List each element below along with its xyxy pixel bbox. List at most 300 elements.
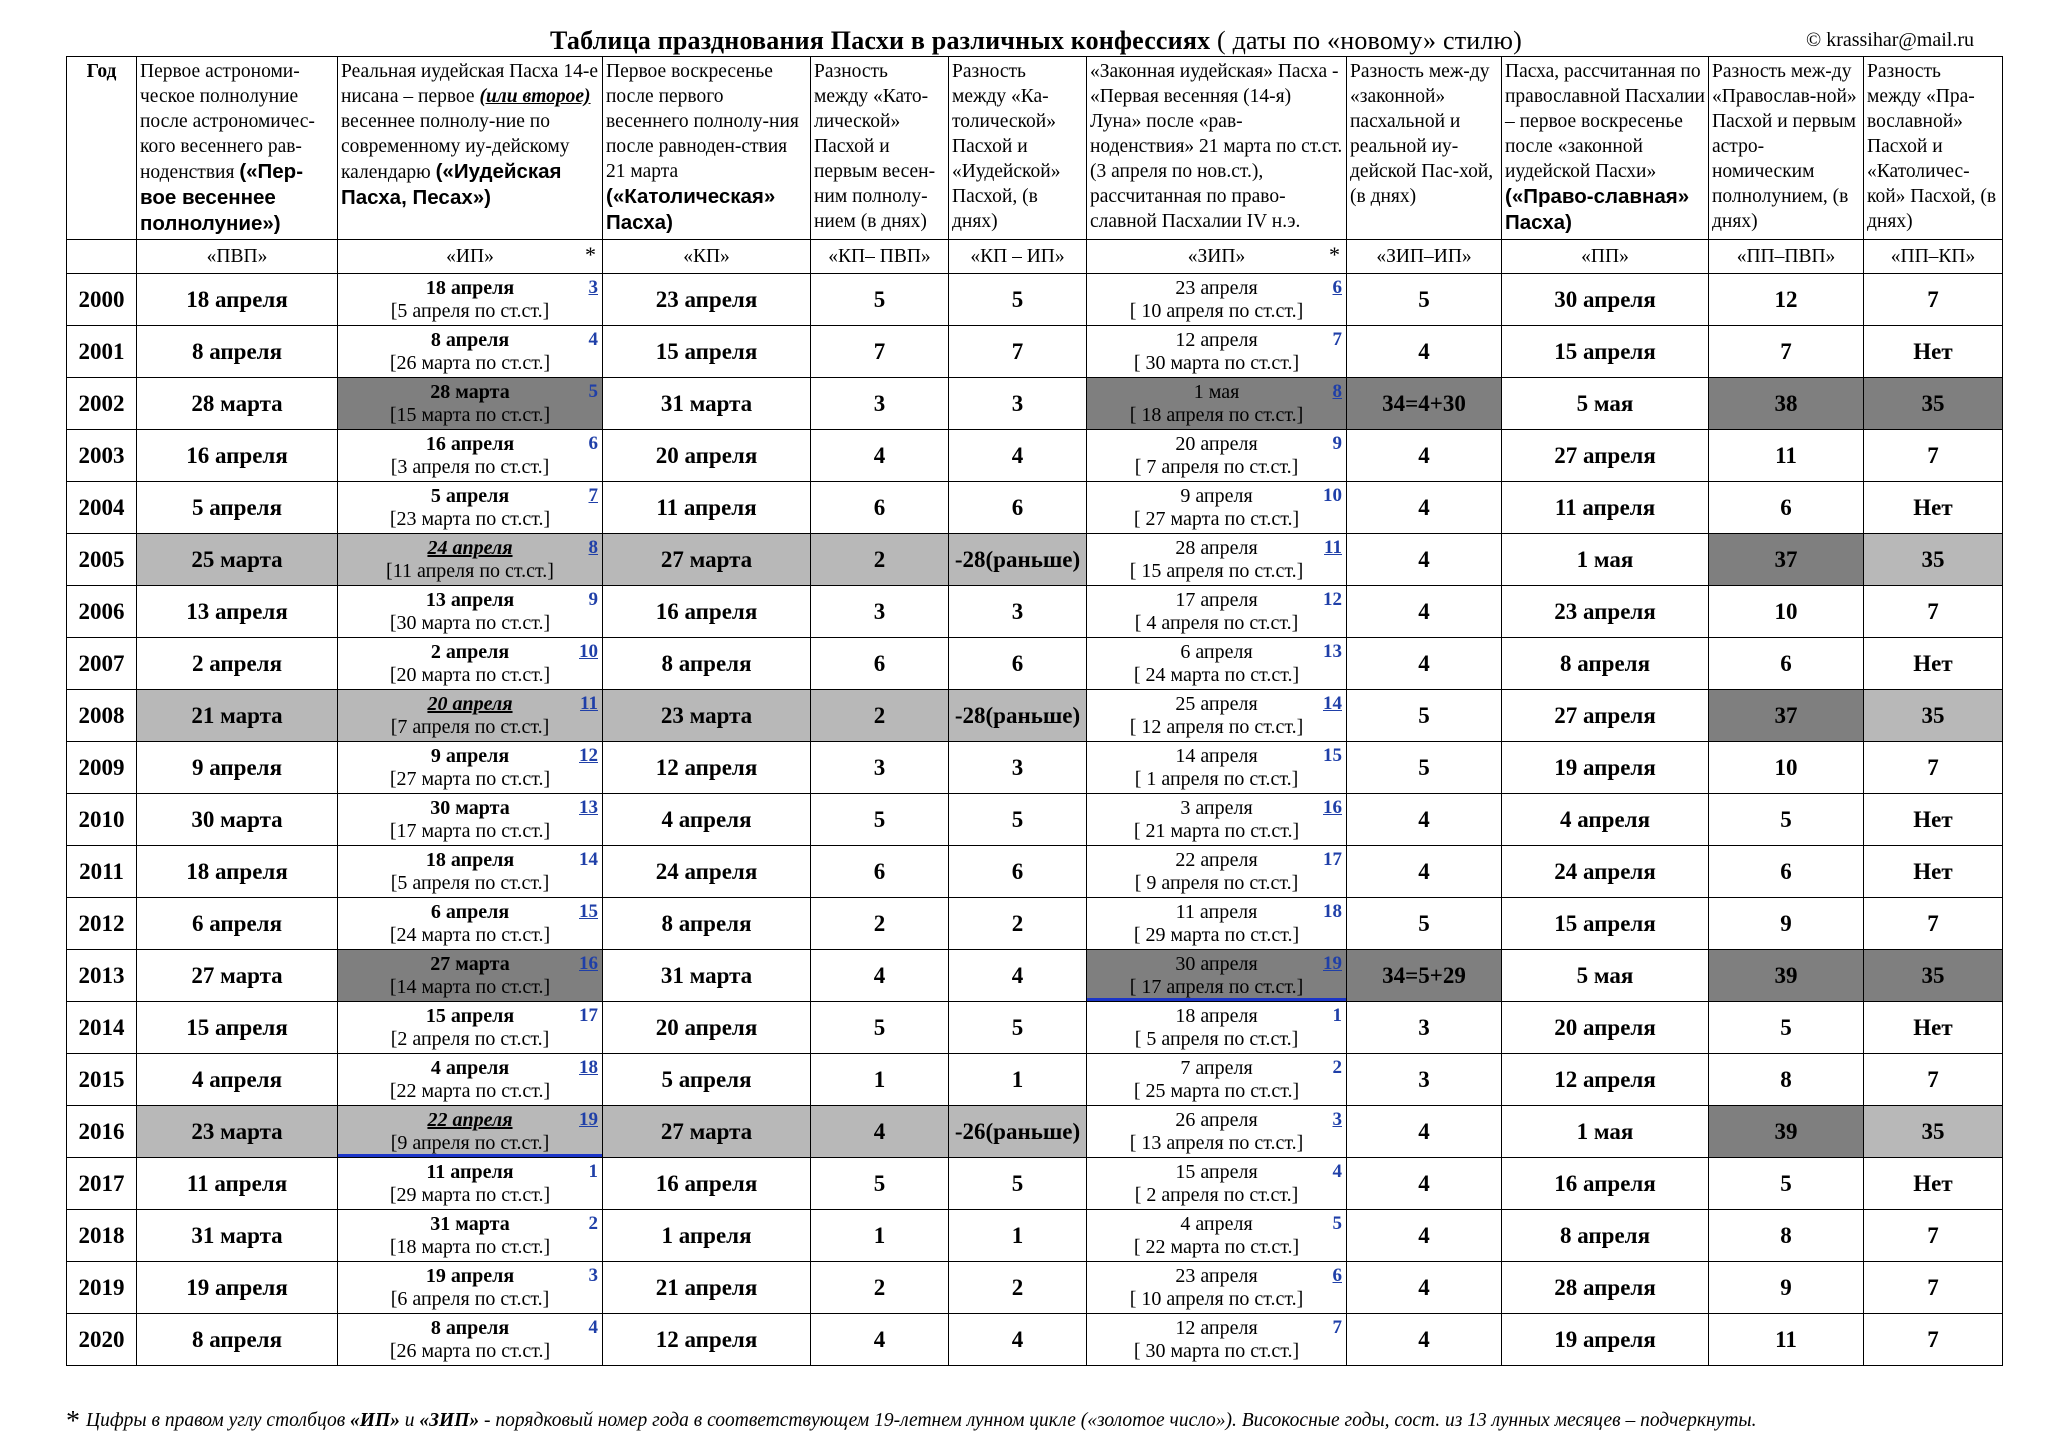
pp-cell: 5 мая [1502, 950, 1709, 1002]
golden-number: 18 [579, 1057, 598, 1078]
ip-cell-date: 30 марта [430, 796, 510, 819]
pp-pvp-cell: 38 [1709, 378, 1864, 430]
zip-cell [1087, 378, 1347, 430]
kp-cell: 31 марта [603, 950, 811, 1002]
kp-cell: 27 марта [603, 1106, 811, 1158]
golden-number: 6 [1332, 277, 1342, 298]
kp-ip-cell: 5 [949, 794, 1087, 846]
abbr-empty [67, 240, 137, 274]
header-ip-emphasis: (или второе) [479, 86, 591, 107]
kp-cell: 5 апреля [603, 1054, 811, 1106]
footnote-text-a: Цифры в правом углу столбцов [86, 1410, 346, 1431]
pp-kp-cell: 35 [1864, 378, 2003, 430]
ip-cell-old-style: [18 марта по ст.ст.] [389, 1235, 551, 1258]
zip-cell-old-style: [ 30 марта по ст.ст.] [1133, 1339, 1300, 1362]
kp-cell: 20 апреля [603, 430, 811, 482]
ip-cell [338, 534, 603, 586]
golden-number: 18 [1323, 901, 1342, 922]
zip-cell-date: 4 апреля [1180, 1212, 1253, 1235]
golden-number: 10 [579, 641, 598, 662]
pp-pvp-cell: 39 [1709, 950, 1864, 1002]
year-cell: 2017 [67, 1158, 137, 1210]
footnote-and: и [404, 1410, 415, 1431]
zip-cell-old-style: [ 10 апреля по ст.ст.] [1129, 299, 1304, 322]
golden-number: 7 [1332, 329, 1342, 350]
ip-cell [338, 1262, 603, 1314]
zip-cell-old-style: [ 30 марта по ст.ст.] [1133, 351, 1300, 374]
kp-pvp-cell: 1 [811, 1054, 949, 1106]
year-cell: 2006 [67, 586, 137, 638]
table-row [67, 430, 2003, 482]
ip-cell-old-style: [22 марта по ст.ст.] [389, 1079, 551, 1102]
pp-cell: 27 апреля [1502, 430, 1709, 482]
header-pp-text: Пасха, рассчитанная по православной Пасхалии – первое воскресенье после «законной иудейской Пасхи» [1505, 61, 1705, 182]
zip-cell-old-style: [ 27 марта по ст.ст.] [1133, 507, 1300, 530]
golden-number: 4 [588, 1317, 598, 1338]
ip-cell [338, 898, 603, 950]
pp-pvp-cell: 12 [1709, 274, 1864, 326]
pp-kp-cell: 35 [1864, 534, 2003, 586]
pvp-cell: 5 апреля [137, 482, 338, 534]
golden-number: 6 [588, 433, 598, 454]
pp-cell: 1 мая [1502, 534, 1709, 586]
header-kp-bold: («Католическая» Пасха) [606, 185, 776, 234]
pp-pvp-cell: 5 [1709, 1002, 1864, 1054]
golden-number: 9 [588, 589, 598, 610]
pp-cell: 19 апреля [1502, 742, 1709, 794]
golden-number: 13 [1323, 641, 1342, 662]
zip-ip-cell: 4 [1347, 638, 1502, 690]
pvp-cell: 19 апреля [137, 1262, 338, 1314]
zip-cell [1087, 898, 1347, 950]
golden-number: 15 [1323, 745, 1342, 766]
ip-cell-date: 27 марта [430, 952, 510, 975]
ip-cell-date: 8 апреля [430, 1316, 510, 1339]
year-cell: 2013 [67, 950, 137, 1002]
zip-cell-date: 6 апреля [1180, 640, 1253, 663]
pp-kp-cell: 7 [1864, 586, 2003, 638]
zip-cell [1087, 1106, 1347, 1158]
golden-number: 19 [1323, 953, 1342, 974]
golden-number: 3 [588, 1265, 598, 1286]
pvp-cell: 13 апреля [137, 586, 338, 638]
zip-cell-old-style: [ 9 апреля по ст.ст.] [1134, 871, 1299, 894]
kp-ip-cell: 5 [949, 1002, 1087, 1054]
zip-cell [1087, 1054, 1347, 1106]
abbr-ip-text: «ИП» [446, 245, 494, 267]
kp-ip-cell: 2 [949, 1262, 1087, 1314]
golden-number: 16 [1323, 797, 1342, 818]
zip-cell-old-style: [ 12 апреля по ст.ст.] [1129, 715, 1304, 738]
ip-cell [338, 1106, 603, 1158]
ip-cell-date: 8 апреля [430, 328, 510, 351]
pvp-cell: 27 марта [137, 950, 338, 1002]
header-year: Год [67, 57, 137, 240]
kp-cell: 12 апреля [603, 742, 811, 794]
zip-cell [1087, 950, 1347, 1002]
year-cell: 2020 [67, 1314, 137, 1366]
pp-kp-cell: Нет [1864, 794, 2003, 846]
header-ip [338, 57, 603, 240]
pp-cell: 11 апреля [1502, 482, 1709, 534]
kp-cell: 1 апреля [603, 1210, 811, 1262]
zip-cell-old-style: [ 15 апреля по ст.ст.] [1129, 559, 1304, 582]
abbr-pp-pvp: «ПП–ПВП» [1709, 240, 1864, 274]
golden-number: 1 [588, 1161, 598, 1182]
golden-number: 12 [1323, 589, 1342, 610]
golden-number: 6 [1332, 1265, 1342, 1286]
kp-pvp-cell: 1 [811, 1210, 949, 1262]
zip-ip-cell: 4 [1347, 482, 1502, 534]
copyright: © krassihar@mail.ru [1806, 29, 1975, 51]
kp-ip-cell: 1 [949, 1210, 1087, 1262]
kp-ip-cell: -28(раньше) [949, 690, 1087, 742]
ip-cell-date: 13 апреля [425, 588, 515, 611]
kp-pvp-cell: 5 [811, 1158, 949, 1210]
pp-pvp-cell: 37 [1709, 690, 1864, 742]
ip-cell [338, 1002, 603, 1054]
zip-cell-old-style: [ 21 марта по ст.ст.] [1133, 819, 1300, 842]
zip-ip-cell: 5 [1347, 898, 1502, 950]
ip-cell-old-style: [14 марта по ст.ст.] [389, 975, 551, 998]
golden-number: 7 [588, 485, 598, 506]
zip-cell [1087, 274, 1347, 326]
zip-ip-cell: 5 [1347, 742, 1502, 794]
header-ip-text-a: Реальная иудейская Пасха 14-е нисана – первое [341, 61, 598, 107]
year-cell: 2008 [67, 690, 137, 742]
ip-cell [338, 1314, 603, 1366]
asterisk-icon: * [1329, 242, 1340, 267]
zip-cell-date: 23 апреля [1175, 1264, 1258, 1287]
golden-number: 17 [579, 1005, 598, 1026]
ip-cell [338, 1054, 603, 1106]
golden-number: 5 [1332, 1213, 1342, 1234]
year-cell: 2012 [67, 898, 137, 950]
kp-cell: 11 апреля [603, 482, 811, 534]
golden-number: 14 [1323, 693, 1342, 714]
pp-pvp-cell: 8 [1709, 1054, 1864, 1106]
kp-pvp-cell: 4 [811, 430, 949, 482]
year-cell: 2015 [67, 1054, 137, 1106]
kp-ip-cell: 7 [949, 326, 1087, 378]
zip-ip-cell: 4 [1347, 430, 1502, 482]
zip-ip-cell: 4 [1347, 534, 1502, 586]
kp-pvp-cell: 6 [811, 846, 949, 898]
pp-pvp-cell: 7 [1709, 326, 1864, 378]
ip-cell-old-style: [24 марта по ст.ст.] [389, 923, 551, 946]
zip-cell-date: 11 апреля [1175, 900, 1258, 923]
pp-kp-cell: Нет [1864, 1002, 2003, 1054]
pp-kp-cell: 7 [1864, 1210, 2003, 1262]
zip-cell-date: 23 апреля [1175, 276, 1258, 299]
ip-cell-old-style: [9 апреля по ст.ст.] [390, 1131, 550, 1154]
kp-ip-cell: 3 [949, 586, 1087, 638]
pp-cell: 15 апреля [1502, 326, 1709, 378]
kp-pvp-cell: 4 [811, 1314, 949, 1366]
pp-cell: 20 апреля [1502, 1002, 1709, 1054]
golden-number: 8 [1332, 381, 1342, 402]
ip-cell-old-style: [6 апреля по ст.ст.] [390, 1287, 550, 1310]
ip-cell [338, 742, 603, 794]
zip-cell [1087, 1210, 1347, 1262]
abbr-kp-pvp: «КП– ПВП» [811, 240, 949, 274]
golden-number: 16 [579, 953, 598, 974]
zip-ip-cell: 5 [1347, 274, 1502, 326]
ip-cell-old-style: [11 апреля по ст.ст.] [386, 559, 554, 582]
zip-cell-date: 12 апреля [1175, 1316, 1258, 1339]
pp-pvp-cell: 5 [1709, 1158, 1864, 1210]
pp-cell: 23 апреля [1502, 586, 1709, 638]
pp-cell: 5 мая [1502, 378, 1709, 430]
zip-cell-date: 3 апреля [1180, 796, 1253, 819]
year-cell: 2019 [67, 1262, 137, 1314]
year-cell: 2009 [67, 742, 137, 794]
zip-cell-date: 28 апреля [1175, 536, 1258, 559]
zip-cell-old-style: [ 1 апреля по ст.ст.] [1134, 767, 1299, 790]
zip-cell [1087, 794, 1347, 846]
golden-number: 12 [579, 745, 598, 766]
ip-cell-date: 2 апреля [430, 640, 510, 663]
header-kp-text: Первое воскресенье после первого весеннего полнолу-ния после равноден-ствия 21 марта [606, 61, 799, 182]
pp-cell: 30 апреля [1502, 274, 1709, 326]
ip-cell-date: 22 апреля [427, 1108, 513, 1131]
kp-pvp-cell: 3 [811, 742, 949, 794]
pvp-cell: 31 марта [137, 1210, 338, 1262]
golden-number: 14 [579, 849, 598, 870]
pp-cell: 28 апреля [1502, 1262, 1709, 1314]
pp-kp-cell: 7 [1864, 898, 2003, 950]
zip-cell-date: 1 мая [1193, 380, 1240, 403]
ip-cell-old-style: [15 марта по ст.ст.] [389, 403, 551, 426]
table-row [67, 794, 2003, 846]
year-cell: 2000 [67, 274, 137, 326]
zip-cell [1087, 638, 1347, 690]
golden-number: 7 [1332, 1317, 1342, 1338]
header-kp [603, 57, 811, 240]
zip-cell [1087, 482, 1347, 534]
zip-ip-cell: 4 [1347, 1314, 1502, 1366]
golden-number: 8 [588, 537, 598, 558]
table-row [67, 326, 2003, 378]
abbr-zip-text: «ЗИП» [1187, 245, 1246, 267]
kp-pvp-cell: 5 [811, 794, 949, 846]
zip-cell-date: 15 апреля [1175, 1160, 1258, 1183]
table-row [67, 586, 2003, 638]
table-row [67, 1210, 2003, 1262]
kp-pvp-cell: 6 [811, 638, 949, 690]
pp-pvp-cell: 37 [1709, 534, 1864, 586]
zip-cell [1087, 1158, 1347, 1210]
kp-pvp-cell: 4 [811, 950, 949, 1002]
golden-number: 19 [579, 1109, 598, 1130]
kp-pvp-cell: 2 [811, 1262, 949, 1314]
ip-cell-date: 18 апреля [425, 848, 515, 871]
golden-number: 1 [1332, 1005, 1342, 1026]
ip-cell [338, 430, 603, 482]
zip-cell-date: 12 апреля [1175, 328, 1258, 351]
zip-ip-cell: 3 [1347, 1054, 1502, 1106]
abbr-ip [338, 240, 603, 274]
title-paren: ( даты по «новому» стилю) [1217, 26, 1523, 55]
zip-ip-cell: 4 [1347, 846, 1502, 898]
zip-ip-cell: 4 [1347, 586, 1502, 638]
zip-cell [1087, 326, 1347, 378]
golden-number: 3 [588, 277, 598, 298]
table-row [67, 638, 2003, 690]
zip-cell-old-style: [ 13 апреля по ст.ст.] [1129, 1131, 1304, 1154]
ip-cell-date: 5 апреля [430, 484, 510, 507]
ip-cell-date: 4 апреля [430, 1056, 510, 1079]
kp-cell: 16 апреля [603, 1158, 811, 1210]
zip-cell-old-style: [ 7 апреля по ст.ст.] [1134, 455, 1299, 478]
kp-cell: 20 апреля [603, 1002, 811, 1054]
kp-ip-cell: 2 [949, 898, 1087, 950]
kp-cell: 31 марта [603, 378, 811, 430]
kp-pvp-cell: 2 [811, 898, 949, 950]
ip-cell-old-style: [20 марта по ст.ст.] [389, 663, 551, 686]
golden-number: 10 [1323, 485, 1342, 506]
year-cell: 2007 [67, 638, 137, 690]
zip-cell-old-style: [ 5 апреля по ст.ст.] [1134, 1027, 1299, 1050]
pvp-cell: 21 марта [137, 690, 338, 742]
pvp-cell: 23 марта [137, 1106, 338, 1158]
kp-pvp-cell: 6 [811, 482, 949, 534]
year-cell: 2010 [67, 794, 137, 846]
zip-cell-old-style: [ 25 марта по ст.ст.] [1133, 1079, 1300, 1102]
year-cell: 2014 [67, 1002, 137, 1054]
kp-cell: 12 апреля [603, 1314, 811, 1366]
kp-cell: 24 апреля [603, 846, 811, 898]
ip-cell [338, 482, 603, 534]
zip-cell-date: 17 апреля [1175, 588, 1258, 611]
pp-pvp-cell: 9 [1709, 1262, 1864, 1314]
zip-cell [1087, 690, 1347, 742]
zip-cell-date: 30 апреля [1175, 952, 1258, 975]
ip-cell-old-style: [2 апреля по ст.ст.] [390, 1027, 550, 1050]
pp-cell: 12 апреля [1502, 1054, 1709, 1106]
ip-cell-date: 9 апреля [430, 744, 510, 767]
ip-cell [338, 586, 603, 638]
pp-kp-cell: 7 [1864, 742, 2003, 794]
golden-number: 9 [1332, 433, 1342, 454]
table-row [67, 1314, 2003, 1366]
abbr-pvp: «ПВП» [137, 240, 338, 274]
ip-cell-date: 16 апреля [425, 432, 515, 455]
kp-cell: 16 апреля [603, 586, 811, 638]
pvp-cell: 2 апреля [137, 638, 338, 690]
kp-pvp-cell: 2 [811, 690, 949, 742]
pp-kp-cell: Нет [1864, 326, 2003, 378]
zip-cell-date: 7 апреля [1180, 1056, 1253, 1079]
year-cell: 2001 [67, 326, 137, 378]
zip-ip-cell: 4 [1347, 794, 1502, 846]
pvp-cell: 18 апреля [137, 274, 338, 326]
footnote-asterisk: * [66, 1406, 80, 1437]
zip-cell-date: 9 апреля [1180, 484, 1253, 507]
zip-ip-cell: 4 [1347, 1262, 1502, 1314]
pvp-cell: 28 марта [137, 378, 338, 430]
kp-cell: 23 апреля [603, 274, 811, 326]
year-cell: 2016 [67, 1106, 137, 1158]
footnote-ip: «ИП» [350, 1410, 400, 1431]
ip-cell [338, 950, 603, 1002]
zip-cell [1087, 534, 1347, 586]
kp-pvp-cell: 5 [811, 274, 949, 326]
kp-pvp-cell: 2 [811, 534, 949, 586]
table-row [67, 898, 2003, 950]
table-row [67, 274, 2003, 326]
header-pvp [137, 57, 338, 240]
zip-cell [1087, 586, 1347, 638]
ip-cell-old-style: [27 марта по ст.ст.] [389, 767, 551, 790]
header-pp-kp: Разность между «Пра-вославной» Пасхой и «Католичес-кой» Пасхой, (в днях) [1864, 57, 2003, 240]
pvp-cell: 11 апреля [137, 1158, 338, 1210]
table-row [67, 690, 2003, 742]
pp-pvp-cell: 11 [1709, 1314, 1864, 1366]
abbr-pp-kp: «ПП–КП» [1864, 240, 2003, 274]
kp-ip-cell: 1 [949, 1054, 1087, 1106]
kp-ip-cell: 5 [949, 1158, 1087, 1210]
ip-cell-old-style: [5 апреля по ст.ст.] [390, 299, 550, 322]
kp-ip-cell: 4 [949, 1314, 1087, 1366]
abbr-kp-ip: «КП – ИП» [949, 240, 1087, 274]
zip-cell [1087, 1002, 1347, 1054]
zip-cell [1087, 846, 1347, 898]
ip-cell-date: 31 марта [430, 1212, 510, 1235]
zip-ip-cell: 5 [1347, 690, 1502, 742]
pp-kp-cell: Нет [1864, 482, 2003, 534]
ip-cell [338, 1210, 603, 1262]
page-title [550, 26, 1522, 56]
ip-cell [338, 378, 603, 430]
pp-kp-cell: 7 [1864, 430, 2003, 482]
pp-kp-cell: 35 [1864, 1106, 2003, 1158]
ip-cell-date: 18 апреля [425, 276, 515, 299]
kp-pvp-cell: 3 [811, 586, 949, 638]
year-cell: 2002 [67, 378, 137, 430]
pp-cell: 24 апреля [1502, 846, 1709, 898]
ip-cell-old-style: [30 марта по ст.ст.] [389, 611, 551, 634]
pp-pvp-cell: 6 [1709, 482, 1864, 534]
pp-pvp-cell: 8 [1709, 1210, 1864, 1262]
zip-ip-cell: 4 [1347, 1210, 1502, 1262]
zip-cell-date: 20 апреля [1175, 432, 1258, 455]
zip-ip-cell: 34=4+30 [1347, 378, 1502, 430]
kp-ip-cell: 3 [949, 378, 1087, 430]
kp-pvp-cell: 3 [811, 378, 949, 430]
golden-number: 15 [579, 901, 598, 922]
ip-cell-date: 19 апреля [425, 1264, 515, 1287]
abbr-zip-ip: «ЗИП–ИП» [1347, 240, 1502, 274]
header-ip-bold: («Иудейская Пасха, Песах») [341, 160, 562, 209]
pp-cell: 1 мая [1502, 1106, 1709, 1158]
easter-table [66, 56, 2003, 1366]
zip-cell-old-style: [ 24 марта по ст.ст.] [1133, 663, 1300, 686]
ip-cell-old-style: [5 апреля по ст.ст.] [390, 871, 550, 894]
kp-pvp-cell: 5 [811, 1002, 949, 1054]
ip-cell [338, 846, 603, 898]
abbr-kp: «КП» [603, 240, 811, 274]
year-cell: 2011 [67, 846, 137, 898]
zip-cell-old-style: [ 17 апреля по ст.ст.] [1129, 975, 1304, 998]
header-ip-text-b: весеннее полнолу-ние по современному иу-дейскому календарю [341, 111, 570, 183]
pp-kp-cell: 35 [1864, 950, 2003, 1002]
kp-pvp-cell: 4 [811, 1106, 949, 1158]
zip-cell-date: 22 апреля [1175, 848, 1258, 871]
zip-ip-cell: 4 [1347, 326, 1502, 378]
golden-number: 2 [588, 1213, 598, 1234]
kp-ip-cell: 4 [949, 950, 1087, 1002]
